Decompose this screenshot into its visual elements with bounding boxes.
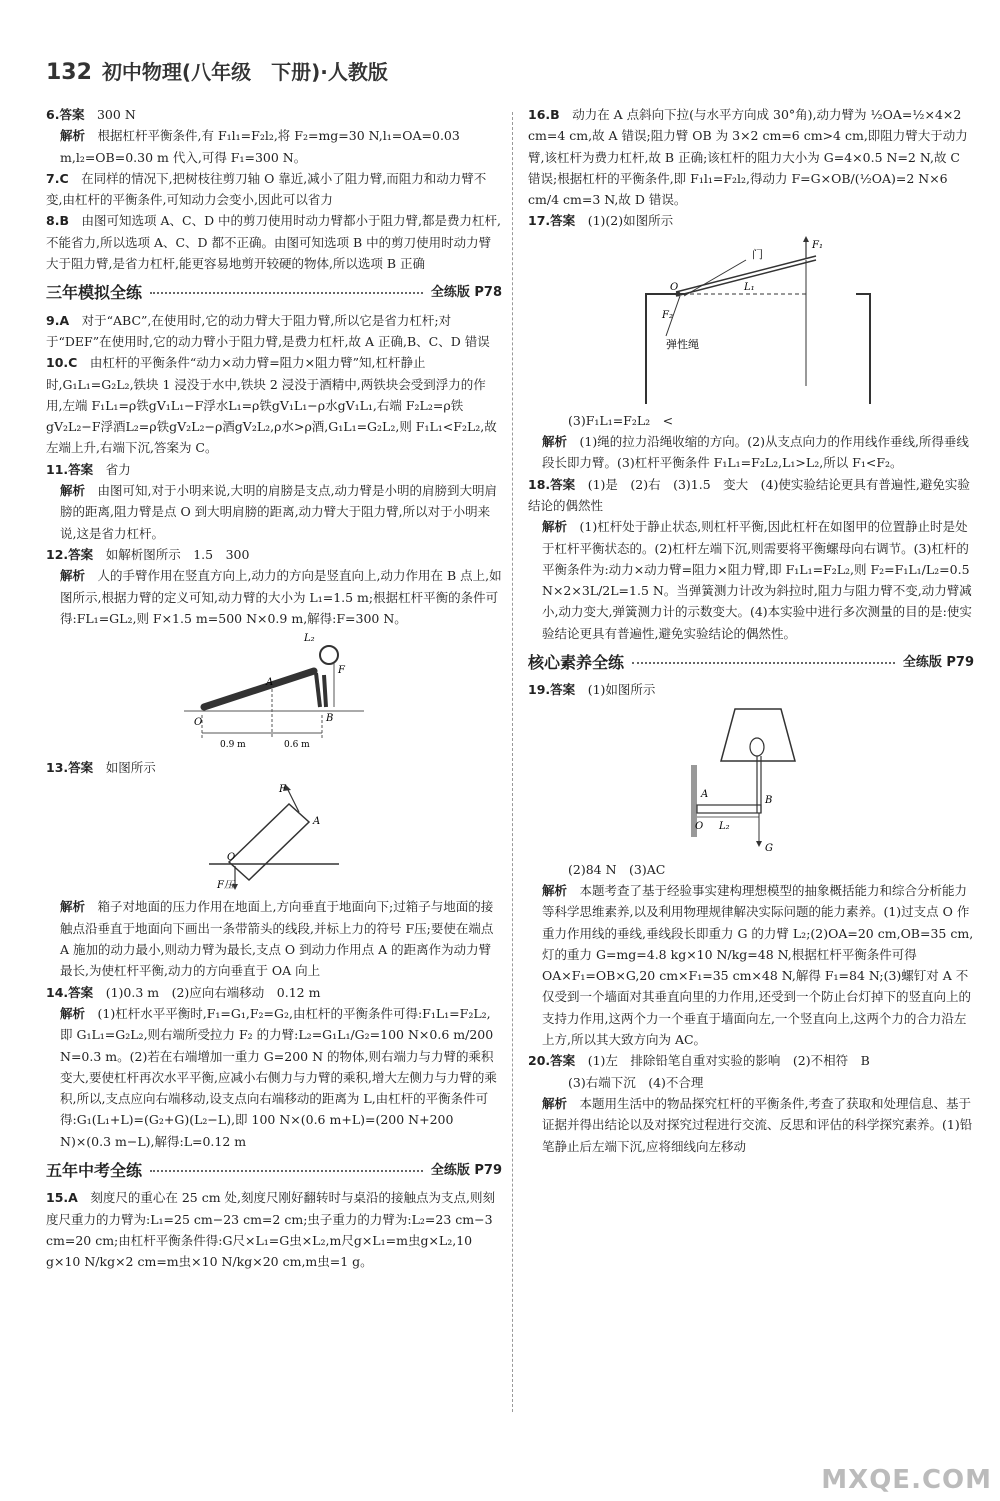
page-number: 132 [46, 60, 92, 85]
question-14: 14.答案 (1)0.3 m (2)应向右端移动 0.12 m [46, 984, 321, 1000]
question-20: 20.答案 (1)左 排除铅笔自重对实验的影响 (2)不相符 B [528, 1053, 870, 1069]
svg-text:F₂: F₂ [662, 309, 673, 321]
analysis-6: 解析 根据杠杆平衡条件,有 F₁l₁=F₂l₂,将 F₂=mg=30 N,l₁=OA=0.03 m,l₂=OB=0.30 m 代入,可得 F₁=300 N。 [60, 128, 460, 165]
svg-text:L₂: L₂ [719, 820, 730, 832]
question-15: 15.A 刻度尺的重心在 25 cm 处,刻度尺刚好翻转时与桌沿的接触点为支点,则刻度尺重力的力臂为:L₁=25 cm−23 cm=2 cm;虫子重力的力臂为:L₂=23 cm−3 cm=20 cm;由杠杆平衡条件得:G尺×L₁=G虫×L₂,m尺g×L₁=m虫g×L₂,10 g×10 N/kg×2 cm=m虫×10 N/kg×20 cm,m虫=1 g。 [46, 1190, 495, 1270]
left-column [46, 104, 502, 1272]
svg-text:B: B [765, 794, 773, 806]
svg-text:F压: F压 [217, 880, 234, 892]
svg-text:O: O [227, 852, 236, 864]
svg-text:O: O [695, 820, 704, 832]
question-13: 13.答案 如图所示 [46, 760, 156, 776]
question-7: 7.C 在同样的情况下,把树枝往剪刀轴 O 靠近,减小了阻力臂,而阻力和动力臂不变,由杠杆的平衡条件,可知动力会变小,因此可以省力 [46, 170, 487, 208]
svg-text:L₂: L₂ [304, 633, 315, 645]
svg-text:F: F [338, 665, 345, 677]
sub-answer-17: (3)F₁L₁=F₂L₂ < [568, 412, 674, 428]
svg-text:L₁: L₁ [744, 281, 755, 293]
door-rope-figure [626, 236, 876, 406]
analysis-11: 解析 由图可知,对于小明来说,大明的肩膀是支点,动力臂是小明的肩膀到大明肩膀的距离,阻力臂是点 O 到大明肩膀的距离,动力臂大于阻力臂,所以对于小明来说,这是省力杠杆。 [60, 483, 497, 541]
right-column [528, 104, 974, 1157]
question-8: 8.B 由图可知选项 A、C、D 中的剪刀使用时动力臂都小于阻力臂,都是费力杠杆,不能省力,所以选项 A、C、D 都不正确。由图可知选项 B 中的剪刀使用时动力臂大于阻力臂,是省力杠杆,能更容易地剪开较硬的物体,所以选项 B 正确 [46, 213, 502, 272]
svg-text:0.9 m: 0.9 m [220, 740, 246, 751]
pushup-figure [174, 633, 374, 753]
svg-text:B: B [326, 713, 334, 725]
watermark: MXQE.COM [821, 1465, 992, 1495]
analysis-19: 解析 本题考查了基于经验事实建构理想模型的抽象概括能力和综合分析能力等科学思维素养,以及利用物理规律解决实际问题的能力素养。(1)过支点 O 作重力作用线的垂线,垂线段长即重力 G 的力臂 L₂;(2)OA=20 cm,OB=35 cm,灯的重力 G=mg=4.8 kg×10 N/kg=48 N,根据杠杆平衡条件可得 OA×F₁=OB×G,20 cm×F₁=35 cm×48 N,解得 F₁=84 N;(3)螺钉对 A 不仅受到一个墙面对其垂直向里的力作用,还受到一个防止台灯掉下的竖直向上的支持力作用,这两个力一个垂直于墙面向左,一个竖直向上,这两个力的合力沿左上方,所以其大致方向为 AC。 [542, 882, 974, 1048]
question-10: 10.C 由杠杆的平衡条件“动力×动力臂=阻力×阻力臂”知,杠杆静止时,G₁L₁=G₂L₂,铁块 1 浸没于水中,铁块 2 浸没于酒精中,两铁块会受到浮力的作用,左端 F₁L₁=ρ铁gV₁L₁−F浮水L₁=ρ铁gV₁L₁−ρ水gV₁L₁,右端 F₂L₂=ρ铁gV₂L₂−F浮酒L₂=ρ铁gV₂L₂−ρ酒gV₂L₂,ρ水>ρ酒,G₁L₁=G₂L₂,则 F₁L₁<F₂L₂,故左端上升,右端下沉,答案为 C。 [46, 355, 497, 456]
wall-lamp-figure [681, 705, 821, 855]
analysis-12: 解析 人的手臂作用在竖直方向上,动力的方向是竖直向上,动力作用在 B 点上,如图所示,根据力臂的定义可知,动力臂的大小为 L₁=1.5 m;根据杠杆平衡的条件可得:FL₁=GL₂,则 F×1.5 m=500 N×0.9 m,解得:F=300 N。 [60, 568, 502, 626]
page-title: 初中物理(八年级 下册)·人教版 [101, 60, 388, 84]
section-header-core: 核心素养全练 全练版 P79 [528, 653, 974, 673]
svg-text:F: F [279, 784, 286, 796]
section-header-five-year: 五年中考全练 全练版 P79 [46, 1160, 502, 1180]
question-19: 19.答案 (1)如图所示 [528, 682, 656, 698]
question-6: 6.答案 300 N [46, 107, 136, 122]
svg-text:门: 门 [752, 247, 763, 261]
svg-text:A: A [313, 816, 321, 828]
box-lever-figure [199, 782, 349, 892]
question-16: 16.B 动力在 A 点斜向下拉(与水平方向成 30°角),动力臂为 ½OA=½×4×2 cm=4 cm,故 A 错误;阻力臂 OB 为 3×2 cm=6 cm>4 cm,即阻力臂大于动力臂,该杠杆为费力杠杆,故 B 正确;该杠杆的阻力大小为 G=4×0.5 N=2 N,故 C 错误;根据杠杆的平衡条件,即 F₁l₁=F₂l₂,得动力 F=G×OB/(½OA)=2 N×6 cm/4 cm=3 N,故 D 错误。 [528, 107, 968, 208]
svg-text:A: A [701, 788, 709, 800]
svg-text:O: O [194, 717, 203, 729]
svg-text:F₁: F₁ [812, 239, 823, 251]
analysis-17: 解析 (1)绳的拉力沿绳收缩的方向。(2)从支点向力的作用线作垂线,所得垂线段长即力臂。(3)杠杆平衡条件 F₁L₁=F₂L₂,L₁>L₂,所以 F₁<F₂。 [542, 434, 969, 471]
svg-text:O: O [670, 281, 679, 293]
question-11: 11.答案 省力 [46, 461, 131, 477]
analysis-14: 解析 (1)杠杆水平平衡时,F₁=G₁,F₂=G₂,由杠杆的平衡条件可得:F₁L₁=F₂L₂,即 G₁L₁=G₂L₂,则右端所受拉力 F₂ 的力臂:L₂=G₁L₁/G₂=100 N×0.6 m/200 N=0.3 m。(2)若在右端增加一重力 G=200 N 的物体,则右端力与力臂的乘积变大,要使杠杆再次水平平衡,应减小右侧力与力臂的乘积,增大左侧力与力臂的乘积,所以,支点应向右端移动,设支点向右端移动的距离为 L,由杠杆的平衡条件可得:G₁(L₁+L)=(G₂+G)(L₂−L),即 100 N×(0.6 m+L)=(200 N+200 N)×(0.3 m−L),解得:L=0.12 m [60, 1005, 497, 1149]
analysis-20: 解析 本题用生活中的物品探究杠杆的平衡条件,考查了获取和处理信息、基于证据并得出结论以及对探究过程进行交流、反思和评估的科学探究素养。(1)铅笔静止后左端下沉,应将细线向左移动 [542, 1095, 973, 1154]
svg-text:弹性绳: 弹性绳 [666, 337, 699, 351]
question-9: 9.A 对于“ABC”,在使用时,它的动力臂大于阻力臂,所以它是省力杠杆;对于“DEF”在使用时,它的动力臂小于阻力臂,是费力杠杆,故 A 正确,B、C、D 错误 [46, 312, 490, 349]
question-17: 17.答案 (1)(2)如图所示 [528, 213, 674, 229]
analysis-18: 解析 (1)杠杆处于静止状态,则杠杆平衡,因此杠杆在如图甲的位置静止时是处于杠杆平衡状态的。(2)杠杆左端下沉,则需要将平衡螺母向右调节。(3)杠杆的平衡条件为:动力×动力臂=阻力×阻力臂,即 F₁L₁=F₂L₂,则 F₂=F₁L₁/L₂=0.5 N×2×3L/2L=1.5 N。当弹簧测力计改为斜拉时,阻力与阻力臂不变,动力臂减小,动力变大,弹簧测力计的示数变大。(4)本实验中进行多次测量的目的是:使实验结论更具有普遍性,避免实验结论的偶然性。 [542, 519, 972, 641]
question-18: 18.答案 (1)是 (2)右 (3)1.5 变大 (4)使实验结论更具有普遍性,避免实验结论的偶然性 [528, 476, 970, 513]
svg-text:0.6 m: 0.6 m [284, 740, 310, 751]
section-header-three-year: 三年模拟全练 全练版 P78 [46, 283, 502, 303]
answer-text: 300 N [96, 107, 136, 122]
sub-answer-20: (3)右端下沉 (4)不合理 [568, 1074, 704, 1090]
sub-answer-19: (2)84 N (3)AC [568, 861, 666, 877]
column-divider [512, 112, 513, 1412]
analysis-13: 解析 箱子对地面的压力作用在地面上,方向垂直于地面向下;过箱子与地面的接触点沿垂直于地面向下画出一条带箭头的线段,并标上力的符号 F压;要使在端点 A 施加的动力最小,则动力臂为最长,支点 O 到动力作用点 A 的距离作为动力臂最长,为使杠杆平衡,动力的方向垂直于 OA 向上 [60, 899, 494, 979]
svg-text:A: A [266, 677, 274, 689]
svg-text:G: G [765, 842, 773, 854]
question-12: 12.答案 如解析图所示 1.5 300 [46, 546, 250, 562]
page-header [46, 56, 388, 92]
